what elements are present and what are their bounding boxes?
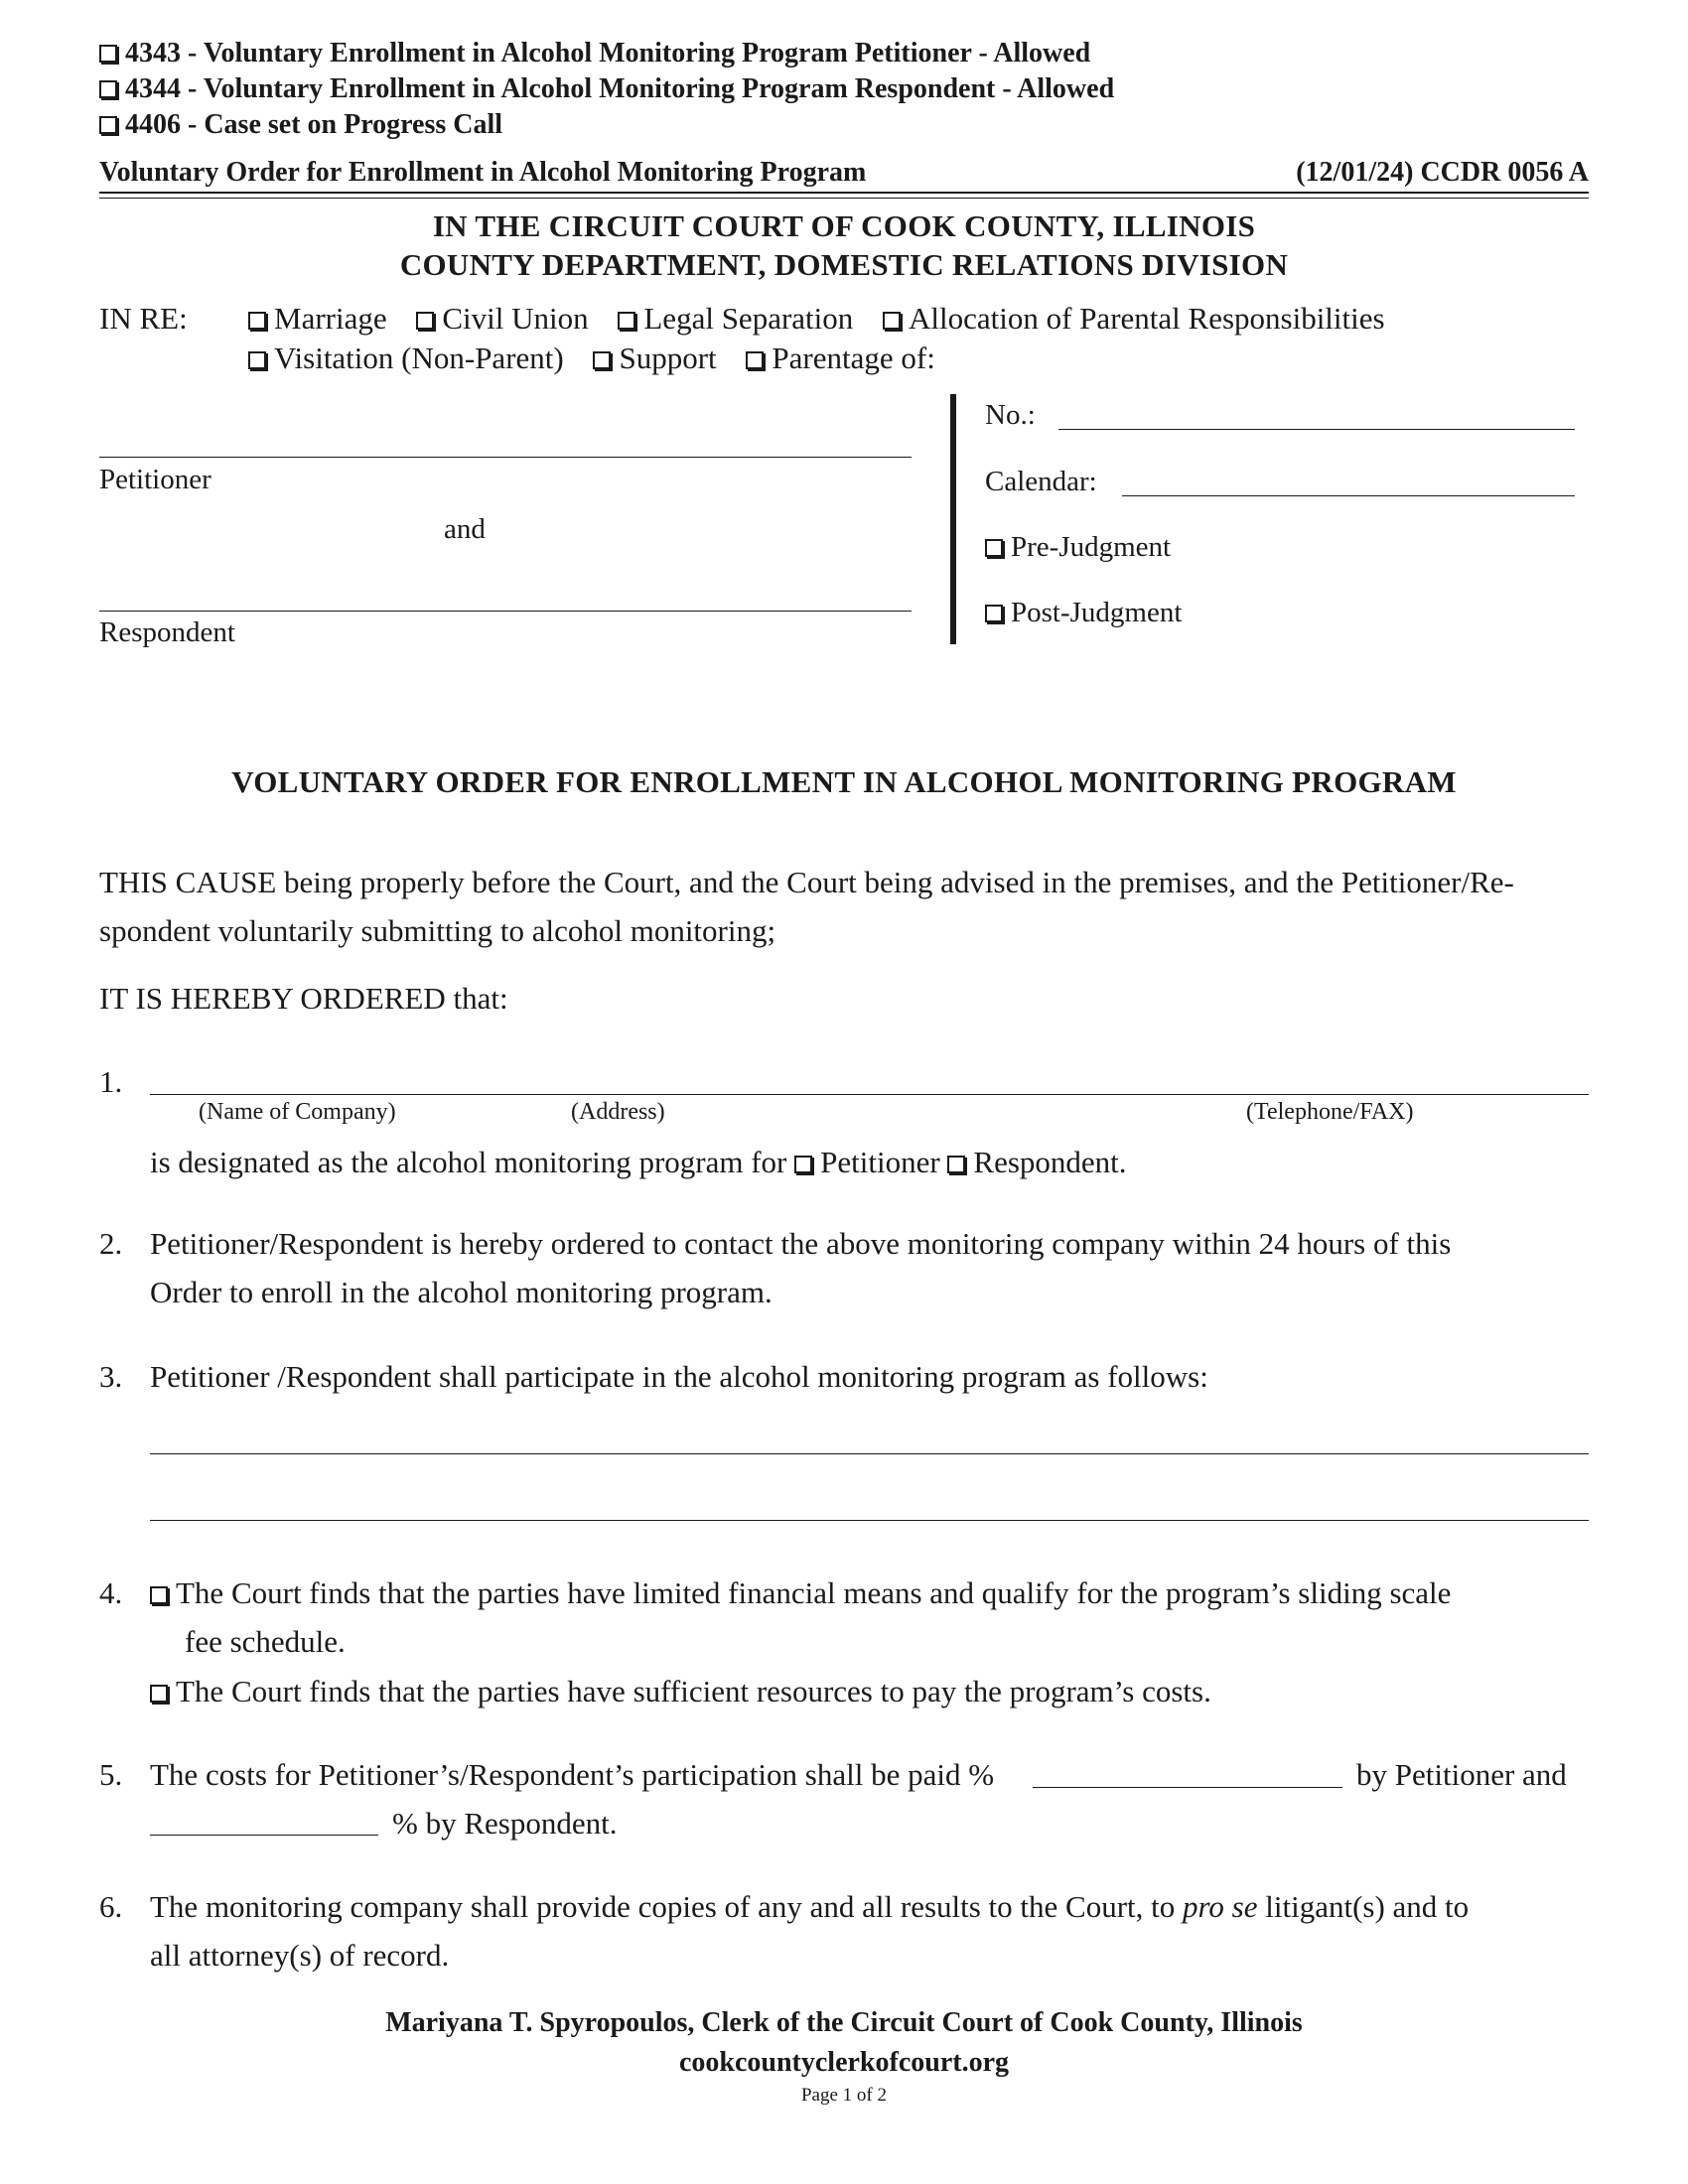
checkbox-icon: [593, 351, 611, 369]
pre-judgment-label: Pre-Judgment: [1011, 531, 1172, 563]
code-4343-checkbox[interactable]: [99, 45, 117, 63]
code-4406-row: 4406 - Case set on Progress Call: [99, 109, 502, 141]
telephone-label: (Telephone/FAX): [1246, 1099, 1414, 1125]
checkbox-icon: [985, 539, 1003, 557]
item-5-number: 5.: [99, 1757, 123, 1792]
item-4a-option[interactable]: [150, 1575, 1451, 1611]
company-name-label: (Name of Company): [199, 1099, 396, 1125]
petitioner-name-field[interactable]: [99, 457, 912, 458]
order-title: VOLUNTARY ORDER FOR ENROLLMENT IN ALCOHOL MONITORING PROGRAM: [231, 764, 1457, 799]
item-4-number: 4.: [99, 1575, 123, 1610]
in-re-row2: [248, 341, 935, 376]
checkbox-icon: [416, 312, 434, 330]
option-visitation-label: Visitation (Non-Parent): [274, 341, 564, 375]
option-legal-separation-label: Legal Separation: [643, 301, 854, 336]
code-4406-checkbox[interactable]: [99, 116, 117, 134]
code-4343-text: Voluntary Enrollment in Alcohol Monitoring Program Petitioner - Allowed: [203, 38, 1091, 68]
checkbox-icon: [248, 312, 266, 330]
court-heading-line2: COUNTY DEPARTMENT, DOMESTIC RELATIONS DIVISION: [399, 247, 1289, 282]
item-1-respondent-option[interactable]: [947, 1145, 1126, 1179]
respondent-percent-field[interactable]: [150, 1835, 378, 1836]
item-6-number: 6.: [99, 1889, 123, 1924]
footer-website[interactable]: cookcountyclerkofcourt.org: [678, 2047, 1010, 2078]
checkbox-icon: [794, 1156, 812, 1173]
item-1-petitioner-option[interactable]: [794, 1145, 940, 1179]
item-2-line2: Order to enroll in the alcohol monitoring program.: [150, 1275, 773, 1309]
in-re-row1: [248, 301, 1385, 337]
item-6-text-a: The monitoring company shall provide copies of any and all results to the Court, to: [150, 1889, 1176, 1924]
calendar-label: Calendar:: [985, 466, 1097, 497]
calendar-field[interactable]: [1122, 495, 1575, 496]
designated-text: is designated as the alcohol monitoring program for: [150, 1145, 787, 1179]
item-6-text-b: litigant(s) and to: [1265, 1889, 1470, 1924]
in-re-label: IN RE:: [99, 301, 188, 336]
petitioner-label: Petitioner: [99, 464, 211, 495]
item-1-number: 1.: [99, 1064, 123, 1099]
intro-line2: spondent voluntarily submitting to alcohol monitoring;: [99, 913, 776, 948]
option-support[interactable]: [593, 341, 716, 375]
header-rule-bottom: [99, 198, 1589, 199]
item-1-text: [150, 1145, 1127, 1180]
footer-page-number: Page 1 of 2: [800, 2085, 887, 2106]
checkbox-icon: [150, 1685, 168, 1703]
item-3-number: 3.: [99, 1359, 123, 1394]
code-4344-row: 4344 - Voluntary Enrollment in Alcohol Monitoring Program Respondent - Allowed: [99, 73, 1114, 105]
item-5-text-c: % by Respondent.: [392, 1806, 618, 1841]
option-marriage[interactable]: [248, 301, 387, 336]
participation-field-1[interactable]: [150, 1453, 1589, 1454]
form-title: Voluntary Order for Enrollment in Alcohol Monitoring Program: [99, 157, 867, 188]
checkbox-icon: [883, 312, 901, 330]
item-4a-line2: fee schedule.: [185, 1624, 346, 1659]
item-2-number: 2.: [99, 1226, 123, 1261]
code-4344-text: Voluntary Enrollment in Alcohol Monitoring Program Respondent - Allowed: [203, 73, 1115, 104]
checkbox-icon: [985, 605, 1003, 622]
intro-line1: THIS CAUSE being properly before the Court, and the Court being advised in the premises, and the Petitioner/Re-: [99, 865, 1514, 899]
post-judgment-option[interactable]: [985, 597, 1182, 629]
option-civil-union[interactable]: [416, 301, 588, 336]
item-6-line2: all attorney(s) of record.: [150, 1938, 450, 1973]
item-3-text: Petitioner /Respondent shall participate in the alcohol monitoring program as follows:: [150, 1359, 1208, 1394]
header-rule-top: [99, 192, 1589, 194]
code-4406-text: Case set on Progress Call: [204, 109, 503, 140]
checkbox-icon: [150, 1586, 168, 1604]
option-allocation-label: Allocation of Parental Responsibilities: [909, 301, 1385, 336]
participation-field-2[interactable]: [150, 1520, 1589, 1521]
ordered-line: IT IS HEREBY ORDERED that:: [99, 981, 508, 1016]
item-1-petitioner-label: Petitioner: [820, 1145, 940, 1179]
option-civil-union-label: Civil Union: [442, 301, 589, 336]
item-6-line1: [150, 1889, 1469, 1925]
checkbox-icon: [947, 1156, 965, 1173]
post-judgment-label: Post-Judgment: [1011, 597, 1183, 628]
form-id: (12/01/24) CCDR 0056 A: [1296, 157, 1589, 188]
case-no-field[interactable]: [1058, 429, 1575, 430]
item-1-respondent-label: Respondent.: [973, 1145, 1127, 1179]
address-label: (Address): [571, 1099, 665, 1125]
code-4343-number: 4343: [125, 38, 181, 68]
respondent-label: Respondent: [99, 616, 235, 648]
company-info-field[interactable]: [150, 1094, 1589, 1095]
option-visitation[interactable]: [248, 341, 564, 375]
item-5-text-b: by Petitioner and: [1356, 1757, 1567, 1792]
code-4344-number: 4344: [125, 73, 181, 104]
option-parentage-label: Parentage of:: [772, 341, 935, 375]
petitioner-percent-field[interactable]: [1033, 1787, 1342, 1788]
option-legal-separation[interactable]: [618, 301, 853, 336]
checkbox-icon: [618, 312, 635, 330]
item-4b-text: The Court finds that the parties have sufficient resources to pay the program’s costs.: [176, 1674, 1211, 1708]
respondent-name-field[interactable]: [99, 611, 912, 612]
pre-judgment-option[interactable]: [985, 531, 1171, 564]
item-2-line1: Petitioner/Respondent is hereby ordered to contact the above monitoring company within 24 hours of this: [150, 1226, 1452, 1261]
court-heading-line1: IN THE CIRCUIT COURT OF COOK COUNTY, ILLINOIS: [432, 208, 1256, 243]
item-5-text-a: The costs for Petitioner’s/Respondent’s participation shall be paid %: [150, 1757, 995, 1792]
item-4b-option[interactable]: [150, 1674, 1211, 1709]
option-marriage-label: Marriage: [274, 301, 387, 336]
option-support-label: Support: [619, 341, 717, 375]
case-no-label: No.:: [985, 399, 1036, 431]
code-4344-checkbox[interactable]: [99, 80, 117, 98]
item-6-pro-se: pro se: [1183, 1889, 1258, 1924]
code-4406-number: 4406: [125, 109, 181, 140]
caption-divider: [950, 394, 956, 644]
option-allocation[interactable]: [883, 301, 1385, 336]
and-label: and: [444, 513, 486, 545]
option-parentage[interactable]: [746, 341, 934, 375]
checkbox-icon: [248, 351, 266, 369]
item-4a-line1: The Court finds that the parties have limited financial means and qualify for the program’s sliding scale: [176, 1575, 1452, 1610]
code-4343-row: 4343 - Voluntary Enrollment in Alcohol Monitoring Program Petitioner - Allowed: [99, 38, 1090, 69]
footer-clerk: Mariyana T. Spyropoulos, Clerk of the Circuit Court of Cook County, Illinois: [385, 2007, 1303, 2038]
checkbox-icon: [746, 351, 764, 369]
